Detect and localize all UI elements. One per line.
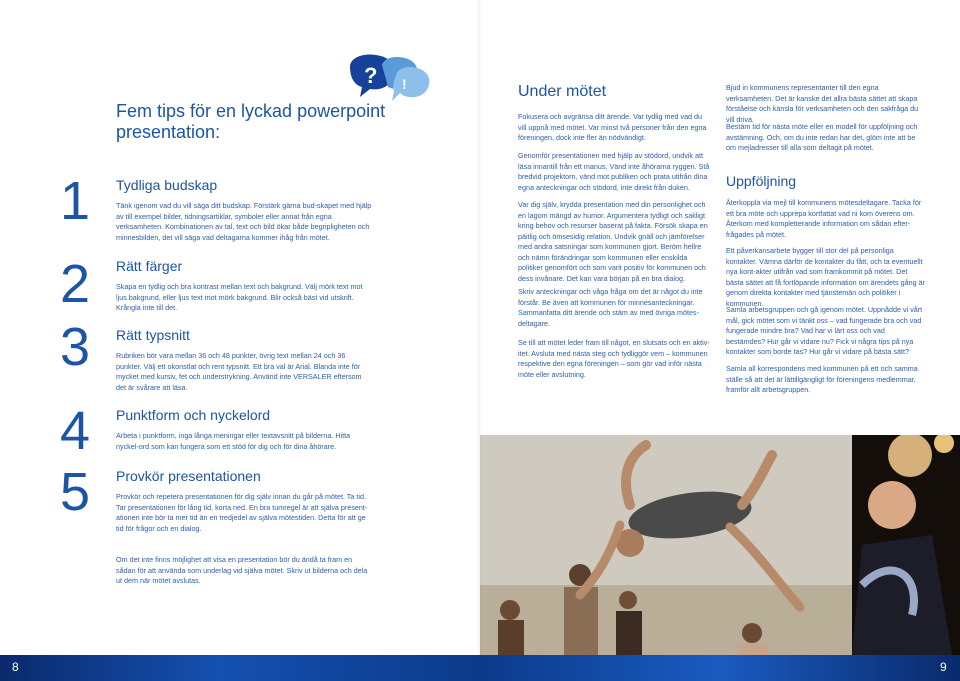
tip-number-5: 5 [60, 462, 91, 522]
page-gutter [478, 0, 482, 681]
tip-number-4: 4 [60, 401, 91, 461]
closing-paragraph: Om det inte finns möjlighet att visa en presentation bör du ändå ta fram en sådan för att använda som underlag vid själva mötet. Skriv ut bilderna och dela ut dem när mötet avslutas. [116, 555, 368, 585]
tip-text-2: Skapa en tydlig och bra kontrast mellan text och bakgrund. Välj mörk text mot ljus bakgrund, eller ljus text mot mörk bakgrund. Blir också bäst vid utskrift. Krångla inte till det. [116, 282, 363, 312]
tip-heading-2: Rätt färger [116, 258, 183, 274]
tip-heading-5: Provkör presentationen [116, 468, 261, 484]
col2-p2: Bestäm tid för nästa möte eller en modell för uppföljning och avstämning. Och, om du inte redan har det, glöm inte att be om mejladresser till alla som deltagit på mötet. [726, 122, 918, 152]
under-motet-p3: Var dig själv, krydda presentation med din personlighet och en lagom mängd av humor. Argumentera tydligt och sakligt kring behov och resurser baserat på fakta. Försök skapa en päitlig och ömsesidig relation. Undvik gnäll och jämförelser med andra satsningar som kommunen gjort. Beröm hellre och nämn förändringar som kommunen eller enskilda politiker genomfört och som varit positiv för kommunen och dess invånare. Det kan vara början på en bra dialog. [518, 200, 708, 283]
col2-p1: Bjud in kommunens representanter till den egna verksamheten. Det är kanske det allra bästa sättet att skapa förståelse och känsla för verksamheten och den sakfråga du vill driva. [726, 83, 919, 124]
tip-text-4: Arbeta i punktform, inga långa meningar eller textavsnitt på bilderna. Hitta nyckel-ord som kan fungera som ett stöd för dig och för dina åhörare. [116, 431, 351, 451]
col2-p5: Samla arbetsgruppen och gå igenom mötet. Uppnådde vi vårt mål, gick mötet som vi tänkt oss – vad fungerade bra och vad fungerade mindre bra? Vad har vi lärt oss och vad bestämdes? Hur går vi vidare nu? Fick vi några tips på nya kontakter som borde tas? Hur går vi vidare på bästa sätt? [726, 305, 923, 356]
under-motet-p1: Fokusera och avgränsa ditt ärende. Var tydlig med vad du vill uppnå med mötet. Var minst två personer från den egna föreningen, dock inte fler än nödvändigt. [518, 112, 707, 142]
col2-p4: Ett påverkansarbete bygger till stor del på personliga kontakter. Vämna därför de kontakter du fått, och ta eventuellt nya kont-akter utifrån vad som framkommit på mötet. Det bästa sättet att få fortlöpande information om ärendets gång är genom direkta kontakter med tjänstemän och politiker i kommunen. [726, 246, 925, 308]
tip-text-3: Rubriken bör vara mellan 36 och 48 punkter, övrig text mellan 24 och 36 punkter. Välj ett okonstlat och rent typsnitt. Ett bra val är Arial. Blanda inte för mycket med kursiv, fet och understrykning. Använd inte VERSALER eftersom det är svårare att läsa. [116, 351, 362, 392]
left-footer-bar [0, 655, 480, 681]
under-motet-p2: Genomför presentationen med hjälp av stödord, undvik att läsa innantill från ett manus. Vänd inte åhörarna ryggen. Stå bredvid projektorn, vänd mot publiken och prata utifrån dina egna anteckningar och stödord, inte direkt från duken. [518, 151, 710, 192]
tip-heading-4: Punktform och nyckelord [116, 407, 271, 423]
under-motet-p4: Skriv anteckningar och våga fråga om det är något du inte förstår. Be även att kommunen för minnesanteckningar. Sammanfatta ditt ärende och stäm av med övriga mötes-deltagare. [518, 287, 703, 328]
uppfoljning-heading: Uppföljning [726, 173, 797, 189]
col2-p6: Samla all korrespondens med kommunen på ett och samma ställe så att det är lättillgängligt för föreningens medlemmar, framför allt arbetsgruppen. [726, 364, 918, 394]
page-number-left: 8 [12, 660, 19, 674]
svg-text:?: ? [364, 63, 378, 88]
tip-heading-1: Tydliga budskap [116, 177, 218, 193]
tip-text-1: Tänk igenom vad du vill säga ditt budskap. Förstärk gärna bud-skapet med hjälp av till exempel bilder, tidningsartiklar, symboler eller annat från egna verksamheten. Kombinationen av tal, text och bild ökar både begripligheten och minnesbilden, det vill säga vad deltagarna kommer ihåg från mötet. [116, 201, 372, 242]
tip-heading-3: Rätt typsnitt [116, 327, 190, 343]
col2-p3: Återkoppla via mejl till kommunens mötesdeltagare. Tacka för ett bra möte och upprepa kortfattat vad ni kom överens om. Återkom med kompletterande information om sådan efter-frågades på mötet. [726, 198, 922, 239]
svg-text:!: ! [402, 76, 407, 92]
tip-text-5: Provkör och repetera presentationen för dig själv innan du går på mötet. Ta tid. Tar presentationen för lång tid, korta ned. En bra tumregel är att själva present-ationen inte bör ta mer tid än en tredjedel av själva mötestiden. Detta för att ge tid för frågor och en dialog. [116, 492, 368, 533]
diving-acrobat-photo [480, 435, 852, 655]
gymnast-photo [852, 435, 960, 655]
tip-number-3: 3 [60, 317, 91, 377]
right-footer-bar [480, 655, 960, 681]
page-number-right: 9 [940, 660, 947, 674]
tip-number-1: 1 [60, 171, 91, 231]
under-motet-p5: Se till att mötet leder fram till något, en slutsats och en aktiv-itet. Avsluta med nästa steg och tydliggör vem – kommunen respektive den egna föreningen – som gör vad inför nästa möte eller avslutning. [518, 338, 710, 379]
under-motet-heading: Under mötet [518, 83, 607, 100]
tip-number-2: 2 [60, 254, 91, 314]
page-title: Fem tips för en lyckad powerpoint presentation: [116, 101, 386, 142]
